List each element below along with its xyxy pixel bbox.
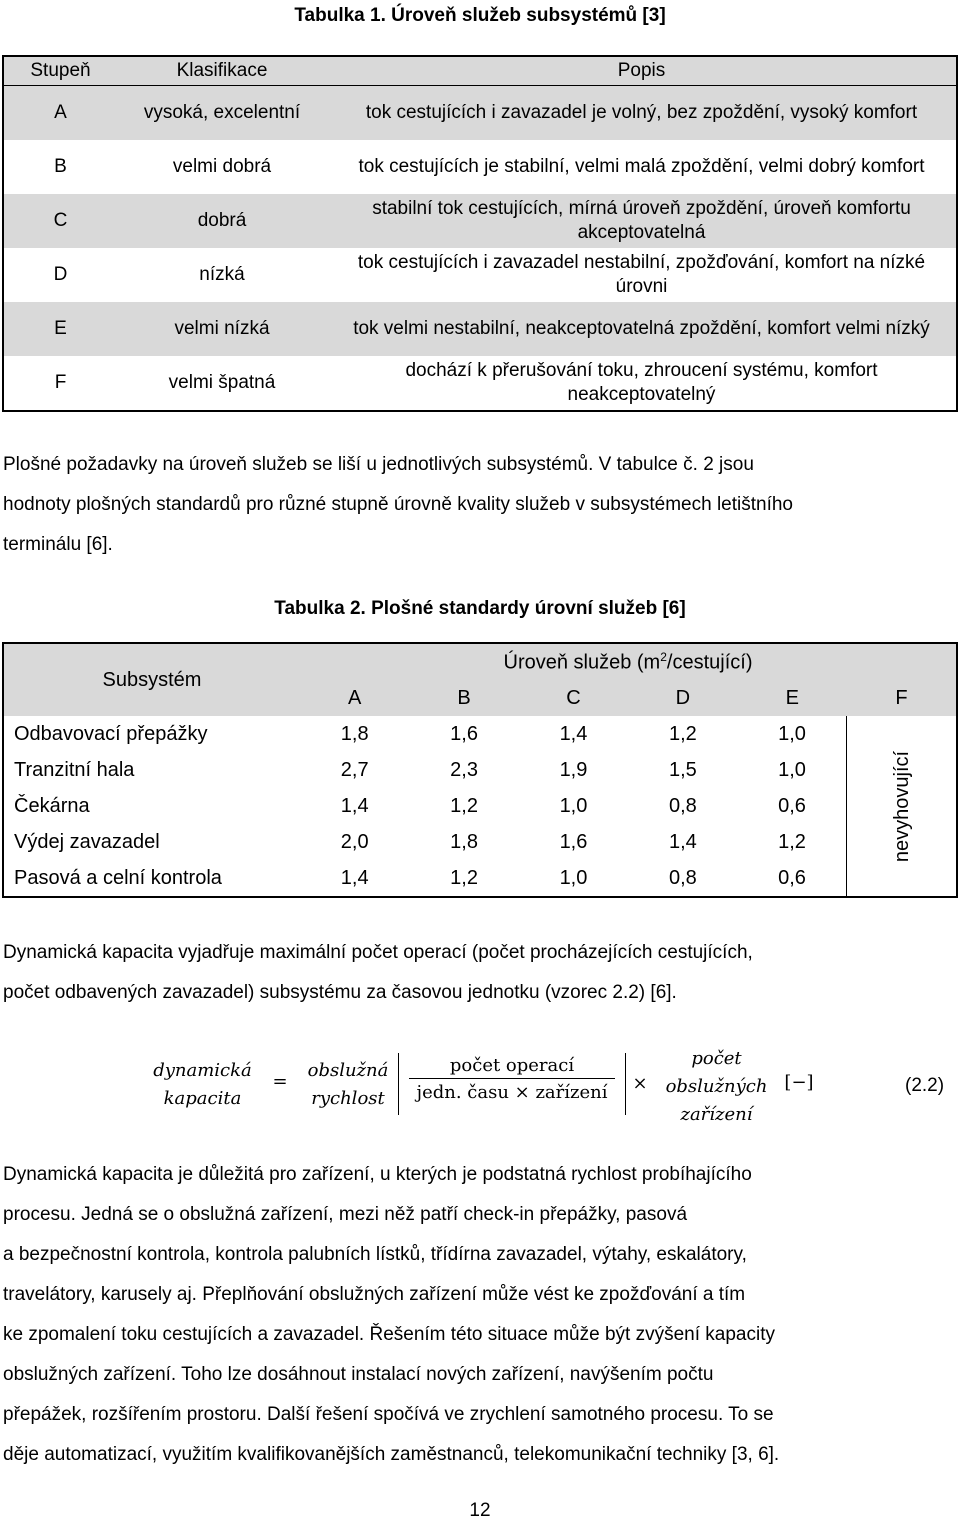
text-line: a bezpečnostní kontrola, kontrola palubních lístků, třídírna zavazadel, výtahy, eskalátory,	[3, 1244, 747, 1265]
col-header-desc: Popis	[327, 56, 957, 86]
table-row	[3, 140, 957, 194]
formula-equals: =	[272, 1071, 288, 1092]
text-line: Dynamická kapacita je důležitá pro zařízení, u kterých je podstatná rychlost probíhajícího	[3, 1164, 752, 1185]
text-line: hodnoty plošných standardů pro různé stupně úrovně kvality služeb v subsystémech letištního	[3, 494, 794, 515]
grade-cell: A	[3, 86, 117, 141]
col-header-subsystem: Subsystém	[3, 643, 300, 716]
service-level-table	[2, 55, 958, 412]
text-line: Dynamická kapacita vyjadřuje maximální počet operací (počet procházejících cestujících,	[3, 942, 753, 963]
value-cell: 1,2	[450, 794, 478, 817]
col-header-grade: Stupeň	[3, 56, 117, 86]
col-header-level: A	[300, 680, 409, 716]
area-standards-table	[2, 642, 958, 898]
group-header-text: Úroveň služeb (m	[503, 651, 661, 674]
formula-fraction	[398, 1053, 626, 1115]
subsystem-cell: Tranzitní hala	[14, 758, 135, 781]
value-cell: 0,6	[778, 866, 806, 889]
formula-factor-a	[296, 1057, 400, 1113]
formula-lhs-line1: dynamická	[153, 1060, 252, 1081]
table-row	[3, 824, 957, 860]
table-row	[3, 752, 957, 788]
formula-fraction-den: jedn. času × zařízení	[416, 1082, 608, 1103]
grade-cell: E	[3, 302, 117, 356]
value-cell: 1,0	[559, 794, 588, 817]
formula-times: ×	[632, 1073, 648, 1094]
value-cell: 2,0	[340, 830, 369, 853]
col-header-level: B	[409, 680, 518, 716]
f-level-note	[847, 716, 957, 897]
table1-caption: Tabulka 1. Úroveň služeb subsystémů [3]	[294, 5, 666, 26]
desc-cell: tok cestujících i zavazadel nestabilní, zpožďování, komfort na nízké úrovni	[357, 252, 926, 297]
text-line: počet odbavených zavazadel) subsystému za časovou jednotku (vzorec 2.2) [6].	[3, 982, 677, 1003]
paragraph-2	[3, 933, 957, 1013]
value-cell: 1,0	[559, 866, 588, 889]
f-level-note-text: nevyhovující	[891, 750, 914, 862]
group-header-tail: /cestující)	[666, 651, 753, 674]
formula-unit: [−]	[784, 1072, 814, 1093]
class-cell: velmi nízká	[117, 302, 327, 356]
col-header-level: D	[628, 680, 737, 716]
formula-b-line3: zařízení	[680, 1104, 753, 1125]
col-header-level: F	[847, 680, 957, 716]
table-row	[3, 302, 957, 356]
grade-cell: B	[54, 156, 67, 177]
col-header-level: C	[519, 680, 628, 716]
table-row	[3, 356, 957, 411]
col-header-group	[300, 643, 957, 680]
value-cell: 2,7	[340, 758, 369, 781]
value-cell: 2,3	[450, 758, 478, 781]
page-number: 12	[469, 1500, 491, 1521]
formula-a-line1: obslužná	[307, 1060, 389, 1081]
group-header-sup: 2	[660, 649, 667, 664]
table-header-row	[3, 643, 957, 680]
table-header-row	[3, 56, 957, 86]
paragraph-1	[3, 445, 957, 565]
value-cell: 1,8	[450, 830, 478, 853]
col-header-class: Klasifikace	[117, 56, 327, 86]
col-header-level: E	[738, 680, 847, 716]
value-cell: 1,5	[668, 758, 697, 781]
class-cell: nízká	[199, 264, 245, 285]
value-cell: 1,2	[668, 722, 697, 745]
grade-cell: D	[53, 264, 68, 285]
value-cell: 1,9	[559, 758, 588, 781]
formula-number: (2.2)	[905, 1075, 945, 1096]
subsystem-cell: Čekárna	[14, 794, 90, 817]
formula-2-2	[0, 1045, 960, 1130]
desc-cell: dochází k přerušování toku, zhroucení systému, komfort neakceptovatelný	[405, 360, 878, 405]
formula-a-line2: rychlost	[311, 1088, 385, 1109]
table-row	[3, 86, 957, 141]
text-line: Plošné požadavky na úroveň služeb se liší u jednotlivých subsystémů. V tabulce č. 2 jsou	[3, 454, 754, 475]
subsystem-cell: Odbavovací přepážky	[14, 722, 208, 745]
class-cell: dobrá	[117, 194, 327, 248]
table-row	[3, 716, 957, 752]
value-cell: 0,6	[778, 794, 806, 817]
desc-cell: tok velmi nestabilní, neakceptovatelná zpoždění, komfort velmi nízký	[327, 302, 957, 356]
desc-cell: stabilní tok cestujících, mírná úroveň zpoždění, úroveň komfortu akceptovatelná	[327, 194, 957, 248]
text-line: terminálu [6].	[3, 534, 113, 555]
text-line: děje automatizací, využitím kvalifikovanějších zaměstnanců, telekomunikační techniky [3, 6].	[3, 1444, 780, 1465]
formula-b-line2: obslužných	[665, 1076, 768, 1097]
value-cell: 1,2	[450, 866, 478, 889]
value-cell: 0,8	[668, 794, 697, 817]
formula-factor-b	[654, 1045, 779, 1129]
text-line: obslužných zařízení. Toho lze dosáhnout instalací nových zařízení, navýšením počtu	[3, 1364, 714, 1385]
formula-lhs-line2: kapacita	[163, 1088, 242, 1109]
value-cell: 1,8	[340, 722, 369, 745]
table-row	[3, 860, 957, 897]
value-cell: 1,4	[340, 866, 369, 889]
value-cell: 1,4	[340, 794, 369, 817]
value-cell: 1,2	[778, 830, 806, 853]
table-row	[3, 788, 957, 824]
grade-cell: C	[3, 194, 117, 248]
value-cell: 1,6	[450, 722, 478, 745]
table-row	[3, 248, 957, 302]
value-cell: 0,8	[668, 866, 697, 889]
class-cell: velmi dobrá	[172, 156, 272, 177]
formula-b-line1: počet	[691, 1048, 742, 1069]
formula-fraction-num: počet operací	[409, 1053, 615, 1079]
text-line: přepážek, rozšířením prostoru. Další řešení spočívá ve zrychlení samotného procesu. To se	[3, 1404, 774, 1425]
table2-caption: Tabulka 2. Plošné standardy úrovní služeb [6]	[274, 598, 686, 619]
value-cell: 1,6	[559, 830, 588, 853]
subsystem-cell: Pasová a celní kontrola	[14, 866, 222, 889]
value-cell: 1,4	[668, 830, 697, 853]
table-row	[3, 194, 957, 248]
formula-lhs	[140, 1057, 265, 1113]
value-cell: 1,0	[778, 758, 806, 781]
paragraph-3	[3, 1155, 957, 1475]
text-line: travelátory, karusely aj. Přeplňování obslužných zařízení může vést ke zpožďování a tím	[3, 1284, 746, 1305]
class-cell: vysoká, excelentní	[117, 86, 327, 141]
value-cell: 1,0	[778, 722, 806, 745]
value-cell: 1,4	[559, 722, 588, 745]
subsystem-cell: Výdej zavazadel	[14, 830, 160, 853]
class-cell: velmi špatná	[168, 372, 276, 393]
grade-cell: F	[54, 372, 67, 393]
desc-cell: tok cestujících i zavazadel je volný, bez zpoždění, vysoký komfort	[327, 86, 957, 141]
desc-cell: tok cestujících je stabilní, velmi malá zpoždění, velmi dobrý komfort	[358, 156, 925, 177]
text-line: ke zpomalení toku cestujících a zavazadel. Řešením této situace může být zvýšení kapacity	[3, 1324, 775, 1345]
text-line: procesu. Jedná se o obslužná zařízení, mezi něž patří check-in přepážky, pasová	[3, 1204, 688, 1225]
